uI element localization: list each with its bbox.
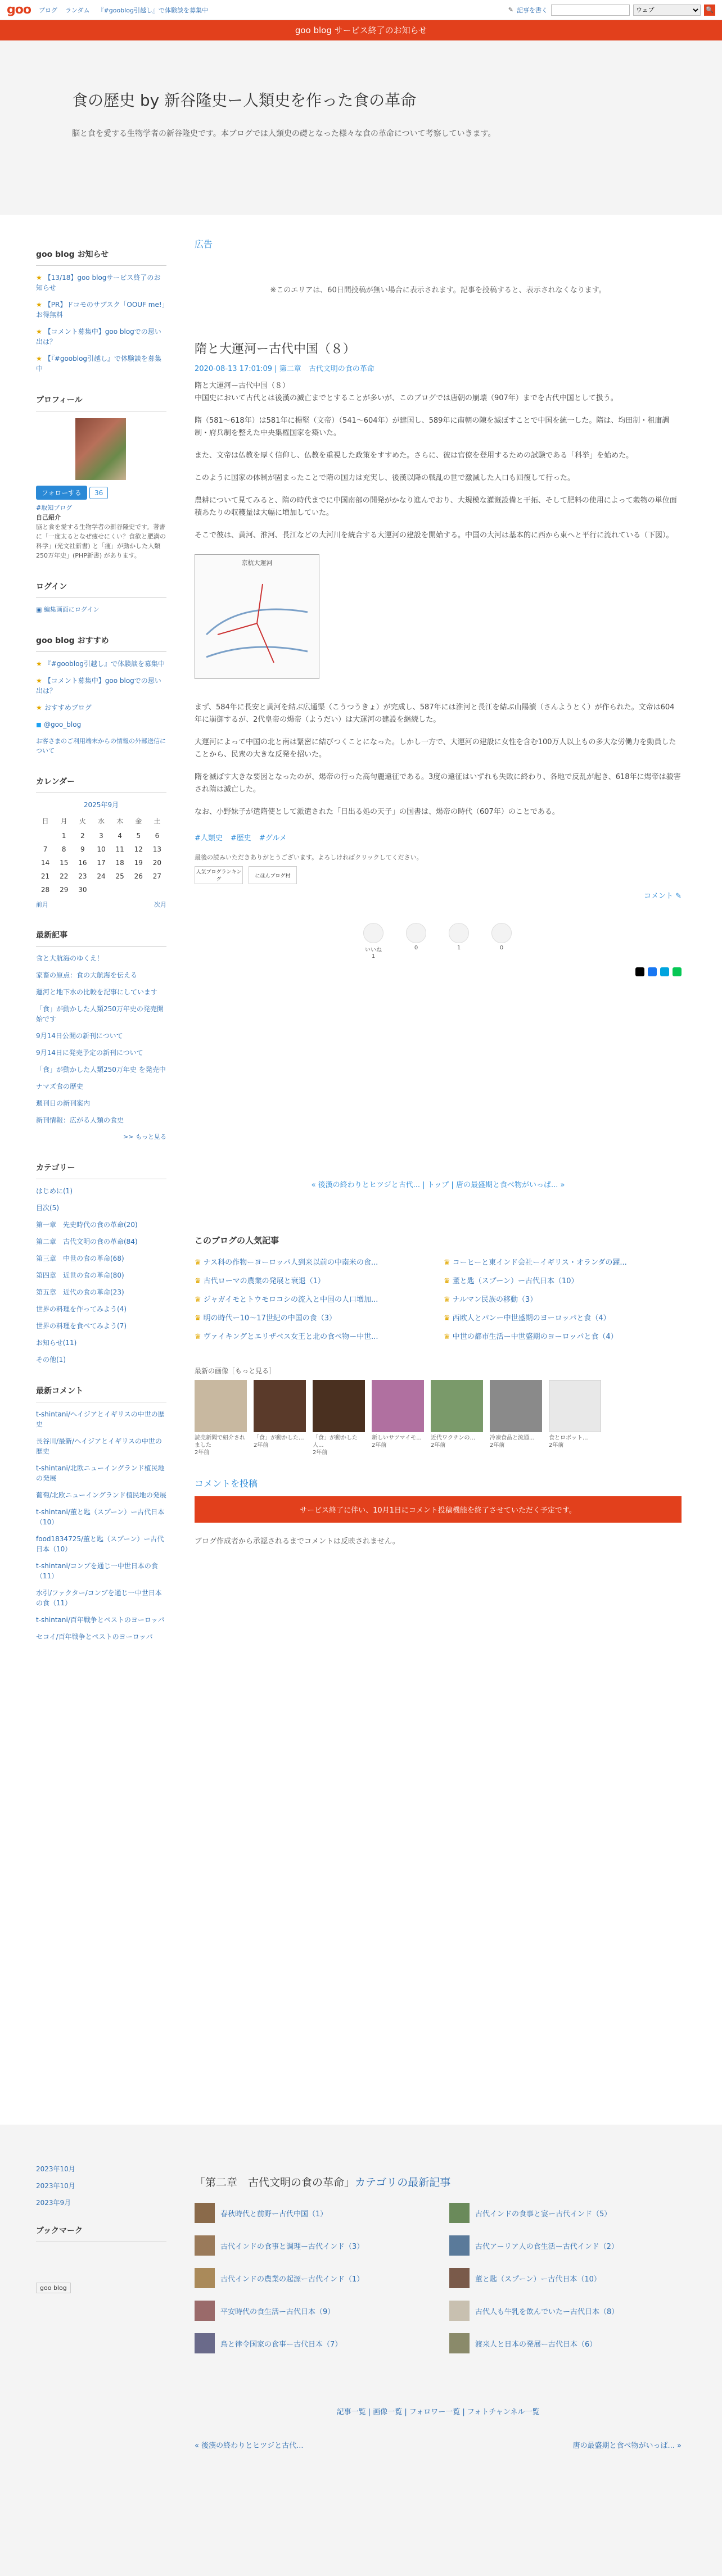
recommend-item[interactable]: ★ おすすめブログ xyxy=(36,704,92,712)
recommend-item[interactable]: ★ 【コメント募集中】goo blogでの思い出は？ xyxy=(36,677,161,695)
category-recent-item[interactable]: 鳥と律令国家の食事ー古代日本（7） xyxy=(195,2333,427,2353)
crown-icon: ♛ xyxy=(444,1296,450,1304)
post-body xyxy=(195,380,682,818)
calendar-next[interactable]: 次月 xyxy=(154,901,166,908)
comment-item[interactable]: 水引/ファクター/コンブを通じ一中世日本の食（11） xyxy=(36,1589,162,1607)
star-icon: ★ xyxy=(36,677,42,685)
footer-next-link[interactable]: 唐の最盛期と食べ物がいっぱ... » xyxy=(572,2442,682,2450)
crown-icon: ♛ xyxy=(444,1314,450,1323)
image-thumb[interactable]: 新しいサツマイモ... 2年前 xyxy=(372,1380,424,1456)
ranking-badge[interactable]: 人気ブログランキング xyxy=(195,866,243,884)
star-icon: ★ xyxy=(36,274,42,282)
crown-icon: ♛ xyxy=(195,1277,201,1285)
canal-map-image[interactable] xyxy=(195,554,319,679)
tag-link[interactable]: #グルメ xyxy=(259,834,287,843)
profile-title: プロフィール xyxy=(36,394,166,411)
category-title: カテゴリー xyxy=(36,1162,166,1179)
post-paragraph: なお、小野妹子が遣隋使として派遣された「日出る処の天子」の国書は、煬帝の時代（607年）のことである。 xyxy=(195,808,559,816)
tag-link[interactable]: #歴史 xyxy=(230,834,251,843)
image-thumb[interactable]: 「食」が動かした... 2年前 xyxy=(254,1380,306,1456)
recent-item[interactable]: 新刊情報：広がる人類の食史 xyxy=(36,1116,124,1124)
comments-block xyxy=(36,1385,166,1642)
search-input[interactable] xyxy=(551,4,630,16)
map-title: 京杭大運河 xyxy=(241,559,273,567)
login-block xyxy=(36,581,166,614)
reaction-button[interactable]: 1 xyxy=(449,923,469,959)
global-header xyxy=(0,0,722,20)
profile-image[interactable] xyxy=(75,418,126,480)
ad-note: ※このエリアは、60日間投稿が無い場合に表示されます。記事を投稿すると、表示されなくなります。 xyxy=(270,286,606,295)
category-recent-item[interactable]: 古代インドの食事と宴ー古代インド（5） xyxy=(449,2203,682,2223)
login-icon: ▣ xyxy=(36,606,44,613)
recommend-item[interactable]: ◼ @goo_blog xyxy=(36,721,82,728)
image-thumb[interactable]: 「食」が動かした人... 2年前 xyxy=(313,1380,365,1456)
recent-item[interactable]: 9月14日に発売予定の新刊について xyxy=(36,1049,143,1057)
crown-icon: ♛ xyxy=(444,1277,450,1285)
profile-name: 自己紹介 xyxy=(36,514,61,521)
category-recent-item[interactable]: 古代インドの農業の起源ー古代インド（1） xyxy=(195,2268,427,2288)
crown-icon: ♛ xyxy=(444,1333,450,1341)
category-item[interactable]: 第三章 中世の食の革命(68) xyxy=(36,1255,124,1262)
category-recent-item[interactable]: 古代インドの食事と調理ー古代インド（3） xyxy=(195,2235,427,2256)
latest-images xyxy=(195,1380,682,1456)
image-thumb[interactable]: 冷凍食品と流通... 2年前 xyxy=(490,1380,542,1456)
footer-prev-link[interactable]: « 後漢の終わりとヒツジと古代... xyxy=(195,2442,304,2450)
global-nav xyxy=(39,6,208,15)
reaction-button[interactable]: 0 xyxy=(491,923,512,959)
notice-item[interactable]: ★ 【PR】ドコモのサブスク「OOUF me!」お得無料 xyxy=(36,301,165,319)
reaction-button[interactable]: いいね 1 xyxy=(363,923,383,959)
post-paragraph: 農耕について見てみると、隋の時代までに中国南部の開発がかなり進んでおり、大規模な灌漑設備と干拓、そして肥料の使用によって穀物の単位面積あたりの収穫量は大幅に増加していた。 xyxy=(195,496,677,517)
comment-item[interactable]: t-shintani/百年戦争とペストのヨーロッパ xyxy=(36,1616,165,1624)
ranking-note: 最後の読みいただきありがとうございます。よろしければクリックしてください。 xyxy=(195,854,423,861)
comments-title: 最新コメント xyxy=(36,1385,166,1402)
popular-list xyxy=(195,1256,682,1341)
recent-item[interactable]: 食と大航海のゆくえ！ xyxy=(36,954,104,962)
category-block xyxy=(36,1162,166,1365)
comment-heading: コメントを投稿 xyxy=(195,1478,258,1489)
category-item[interactable]: 第四章 近世の食の革命(80) xyxy=(36,1271,124,1279)
comment-link[interactable]: コメント ✎ xyxy=(643,892,682,900)
post-tags xyxy=(195,832,682,843)
post-paragraph: このように国家の体制が固まったことで隋の国力は充実し、後漢以降の戦乱の世で激減した人口も回復して行った。 xyxy=(195,474,575,482)
category-item[interactable]: その他(1) xyxy=(36,1356,66,1364)
category-recent-item[interactable]: 古代アーリア人の食生活ー古代インド（2） xyxy=(449,2235,682,2256)
category-item[interactable]: 世界の料理を食べてみよう(7) xyxy=(36,1322,127,1330)
star-icon: ★ xyxy=(36,704,42,712)
comment-item[interactable]: 長谷川/最新/ヘイジアとイギリスの中世の歴史 xyxy=(36,1437,162,1455)
image-thumb[interactable]: 近代ワクチンの... 2年前 xyxy=(431,1380,483,1456)
crown-icon: ♛ xyxy=(195,1258,201,1267)
recommend-title: goo blog おすすめ xyxy=(36,635,166,652)
popular-item[interactable]: ♛ 西欧人とパンー中世盛期のヨーロッパと食（4） xyxy=(444,1314,611,1323)
search-area xyxy=(508,4,715,16)
post-meta[interactable]: 2020-08-13 17:01:09 | 第二章 古代文明の食の革命 xyxy=(195,365,374,373)
post-navigation[interactable]: « 後漢の終わりとヒツジと古代... | トップ | 唐の最盛期と食べ物がいっぱ... » xyxy=(311,1181,565,1189)
category-item[interactable]: 第一章 先史時代の食の革命(20) xyxy=(36,1221,138,1229)
notice-title: goo blog お知らせ xyxy=(36,248,166,266)
notice-item[interactable]: ★ 【13/18】goo blogサービス終了のお知らせ xyxy=(36,274,161,292)
post-paragraph: 隋と大運河ー古代中国（８） 中国史において古代とは後漢の滅亡までとすることが多いが、このブログでは唐朝の崩壊（907年）までを古代中国として扱う。 xyxy=(195,382,618,402)
crown-icon: ♛ xyxy=(195,1314,201,1323)
write-post-link[interactable]: 記事を書く xyxy=(517,6,548,14)
popular-item[interactable]: ♛ 董と匙（スプーン）ー古代日本（10） xyxy=(444,1277,579,1285)
reactions xyxy=(363,923,682,959)
search-scope-select[interactable] xyxy=(633,4,701,16)
post-paragraph: また、文帝は仏教を厚く信仰し、仏教を重視した政策をすすめた。さらに、彼は官僚を登用するための試験である「科挙」を始めた。 xyxy=(195,451,634,460)
nav-campaign[interactable]: 『#gooblog引越し』で体験談を募集中 xyxy=(97,6,208,14)
backnumber-item[interactable]: 2023年9月 xyxy=(36,2199,71,2207)
recent-item[interactable]: 「食」が動かした人類250万年史の発売開始です xyxy=(36,1005,164,1023)
notice-block xyxy=(36,248,166,374)
category-recent-item[interactable]: 董と匙（スプーン）ー古代日本（10） xyxy=(449,2268,682,2288)
comment-item[interactable]: food1834725/董と匙（スプーン）ー古代日本（10） xyxy=(36,1535,164,1553)
calendar-table: 日 月 火 水 木 金 土 1 2 3 4 5 6 7 8 9 10 11 12 13 14 15 16 17 18 19 20 21 22 23 24 25 26 27 28 29 30 xyxy=(40,817,162,894)
recent-item[interactable]: ナマズ食の歴史 xyxy=(36,1083,84,1090)
category-item[interactable]: はじめに(1) xyxy=(36,1187,73,1195)
post-paragraph: 隋（581〜618年）は581年に楊堅（文帝）（541〜604年）が建国し、589年に南朝の陳を滅ぼすことで中国を統一した。隋は、均田制・租庸調制・府兵制を整えた中央集権国家を築いた。 xyxy=(195,416,670,437)
backnumber-item[interactable]: 2023年10月 xyxy=(36,2165,75,2173)
category-item[interactable]: 目次(5) xyxy=(36,1204,59,1212)
category-recent-list xyxy=(195,2203,682,2353)
reaction-button[interactable]: 0 xyxy=(406,923,426,959)
map-drawing xyxy=(195,567,319,674)
crown-icon: ♛ xyxy=(195,1296,201,1304)
blog-title[interactable]: 食の歴史 by 新谷隆史ー人類史を作った食の革命 xyxy=(72,91,417,110)
privacy-note[interactable]: お客さまのご利用端末からの情報の外部送信について xyxy=(36,737,166,754)
ranking-badges xyxy=(195,866,682,884)
star-icon: ★ xyxy=(36,660,42,668)
calendar-title: カレンダー xyxy=(36,776,166,793)
recent-block xyxy=(36,929,166,1142)
post-paragraph: 大運河によって中国の北と南は緊密に結びつくことになった。しかし一方で、大運河の建設に女性を含む100万人以上もの多大な労働力を動員したことから、民衆の大きな反発を招いた。 xyxy=(195,738,676,759)
follow-button[interactable]: フォローする xyxy=(36,486,87,500)
popular-item[interactable]: ♛ ナルマン民族の移動（3） xyxy=(444,1296,538,1304)
sidebar xyxy=(36,248,166,1662)
comment-item[interactable]: t-shintani/ヘイジアとイギリスの中世の歴史 xyxy=(36,1410,165,1428)
recommend-item[interactable]: ★ 『#gooblog引越し』で体験談を募集中 xyxy=(36,660,165,668)
notice-item[interactable]: ★ 【『#gooblog引越し』で体験談を募集中 xyxy=(36,355,162,373)
follow-tag[interactable]: #取知ブログ xyxy=(36,504,73,511)
category-item[interactable]: お知らせ(11) xyxy=(36,1339,77,1347)
nav-random[interactable]: ランダム xyxy=(65,6,90,14)
popular-item[interactable]: ♛ ヴァイキングとエリザベス女王と北の食べ物ー中世... xyxy=(195,1333,378,1341)
post-paragraph: まず、584年に長安と黄河を結ぶ広通渠（こうつうきょ）が完成し、587年には淮河と長江を結ぶ山陽瀆（さんようとく）が作られた。文帝は604年に崩御するが、2代皇帝の煬帝（ようだい）は大運河の建設を継続した。 xyxy=(195,703,675,724)
category-recent-item[interactable]: 渡来人と日本の発展ー古代日本（6） xyxy=(449,2333,682,2353)
facebook-share-icon[interactable] xyxy=(648,967,657,976)
image-thumb[interactable]: 読売新聞で紹介されました 2年前 xyxy=(195,1380,247,1456)
comment-item[interactable]: t-shintani/董と匙（スプーン）ー古代日本（10） xyxy=(36,1508,165,1526)
category-recent-item[interactable]: 春秋時代と前野ー古代中国（1） xyxy=(195,2203,427,2223)
reaction-icon xyxy=(449,923,469,943)
post-title[interactable]: 隋と大運河ー古代中国（８） xyxy=(195,342,356,356)
bookmark-title: ブックマーク xyxy=(36,2225,166,2242)
star-icon: ★ xyxy=(36,328,42,336)
line-share-icon[interactable] xyxy=(673,967,682,976)
notice-item[interactable]: ★ 【コメント募集中】goo blogでの思い出は？ xyxy=(36,328,161,346)
recommend-block xyxy=(36,635,166,755)
reaction-icon xyxy=(363,923,383,943)
search-icon[interactable]: 🔍 xyxy=(704,4,715,16)
star-icon: ★ xyxy=(36,355,42,363)
popular-item[interactable]: ♛ コーヒーと東インド会社ーイギリス・オランダの躍... xyxy=(444,1258,627,1267)
ranking-badge[interactable]: にほんブログ村 xyxy=(249,866,297,884)
comment-note: ブログ作成者から承認されるまでコメントは反映されません。 xyxy=(195,1537,400,1546)
recent-item[interactable]: 9月14日公開の新刊について xyxy=(36,1032,123,1040)
comment-item[interactable]: 葡萄/北欧ニューイングランド植民地の発展 xyxy=(36,1491,166,1499)
backnumber-item[interactable]: 2023年10月 xyxy=(36,2182,75,2190)
comment-end-banner[interactable]: サービス終了に伴い、10月1日にコメント投稿機能を終了させていただく予定です。 xyxy=(195,1496,682,1523)
profile-block xyxy=(36,394,166,560)
popular-item[interactable]: ♛ 中世の都市生活ー中世盛期のヨーロッパと食（4） xyxy=(444,1333,618,1341)
ad-label: 広告 xyxy=(195,239,213,250)
pencil-icon: ✎ xyxy=(675,892,682,900)
category-item[interactable]: 第五章 近代の食の革命(23) xyxy=(36,1288,124,1296)
category-recent xyxy=(195,2174,682,2353)
pencil-icon[interactable]: ✎ xyxy=(508,6,513,13)
follow-count: 36 xyxy=(89,487,108,499)
popular-item[interactable]: ♛ ジャガイモとトウモロコシの流入と中国の人口増加... xyxy=(195,1296,378,1304)
category-recent-item[interactable]: 古代人も牛乳を飲んでいたー古代日本（8） xyxy=(449,2301,682,2321)
image-thumb[interactable]: 食とロボット... 2年前 xyxy=(549,1380,601,1456)
goo-logo[interactable]: goo xyxy=(7,3,31,17)
blog-description: 脳と食を愛する生物学者の新谷隆史です。本ブログでは人類史の礎となった様々な食の革命について考察していきます。 xyxy=(72,129,496,138)
calendar-prev[interactable]: 前月 xyxy=(36,901,48,908)
popular-item[interactable]: ♛ ナス科の作物ーヨーロッパ人到来以前の中南米の食... xyxy=(195,1258,378,1267)
post-paragraph: そこで彼は、黄河、淮河、長江などの大河川を統合する大運河の建設を開始する。中国の大河は基本的に西から東へと平行に流れている（下図）。 xyxy=(195,531,674,540)
reaction-icon xyxy=(491,923,512,943)
recent-item[interactable]: 週刊日の新刊案内 xyxy=(36,1099,91,1107)
sidebar-lower xyxy=(36,2164,166,2293)
twitter-icon: ◼ xyxy=(36,721,42,728)
footer-links[interactable]: 記事一覧 | 画像一覧 | フォロワー一覧 | フォトチャンネル一覧 xyxy=(336,2408,540,2416)
calendar-block xyxy=(36,776,166,909)
share-icons xyxy=(195,967,682,976)
star-icon: ★ xyxy=(36,301,42,309)
category-recent-item[interactable]: 平安時代の食生活ー古代日本（9） xyxy=(195,2301,427,2321)
footer-nav xyxy=(195,2439,682,2450)
bookmark-link[interactable]: goo blog xyxy=(36,2283,71,2293)
latest-images-label[interactable]: 最新の画像［もっと見る］ xyxy=(195,1367,276,1375)
service-end-notice[interactable]: goo blog サービス終了のお知らせ xyxy=(0,20,722,40)
recent-item[interactable]: 「食」が動かした人類250万年史 を発売中 xyxy=(36,1066,166,1074)
main-content xyxy=(195,215,682,1546)
comment-item[interactable]: t-shintani/北欧ニューイングランド植民地の発展 xyxy=(36,1464,165,1482)
nav-blog[interactable]: ブログ xyxy=(38,6,57,14)
recent-item[interactable]: 家畜の原点：食の大航海を伝える xyxy=(36,971,138,979)
reaction-icon xyxy=(406,923,426,943)
category-item[interactable]: 第二章 古代文明の食の革命(84) xyxy=(36,1238,138,1246)
crown-icon: ♛ xyxy=(195,1333,201,1341)
comment-item[interactable]: セコイ/百年戦争とペストのヨーロッパ xyxy=(36,1633,153,1641)
login-title: ログイン xyxy=(36,581,166,598)
category-item[interactable]: 世界の料理を作ってみよう(4) xyxy=(36,1305,127,1313)
blog-header xyxy=(0,40,722,215)
recent-more-link[interactable]: >> もっと見る xyxy=(123,1133,166,1140)
popular-item[interactable]: ♛ 明の時代ー10〜17世紀の中国の食（3） xyxy=(195,1314,337,1323)
hatena-share-icon[interactable] xyxy=(660,967,669,976)
recent-title: 最新記事 xyxy=(36,929,166,947)
profile-text: 脳と食を愛する生物学者の新谷隆史です。著書に「一度太るとなぜ痩せにくい？食欲と肥満の科学」(光文社新書) と「痩」が動かした人類250万年史」(PHP新書) があります。 xyxy=(36,523,166,559)
recent-item[interactable]: 運河と地下水の比較を記事にしています xyxy=(36,988,158,996)
crown-icon: ♛ xyxy=(444,1258,450,1267)
login-link[interactable]: ▣ 編集画面にログイン xyxy=(36,606,100,613)
calendar-month: 2025年9月 xyxy=(83,801,119,809)
popular-title: このブログの人気記事 xyxy=(195,1235,279,1246)
comment-item[interactable]: t-shintani/コンブを通じ一中世日本の食（11） xyxy=(36,1562,158,1580)
post-paragraph: 隋を滅ぼす大きな要因となったのが、煬帝の行った高句麗遠征である。3度の遠征はいずれも失敗に終わり、各地で反乱が起き、618年に煬帝は殺害され隋は滅亡した。 xyxy=(195,773,681,794)
category-recent-title: 「第二章 古代文明の食の革命」カテゴリの最新記事 xyxy=(195,2176,451,2189)
popular-item[interactable]: ♛ 古代ローマの農業の発展と衰退（1） xyxy=(195,1277,325,1285)
x-share-icon[interactable] xyxy=(635,967,644,976)
tag-link[interactable]: #人類史 xyxy=(195,834,223,843)
